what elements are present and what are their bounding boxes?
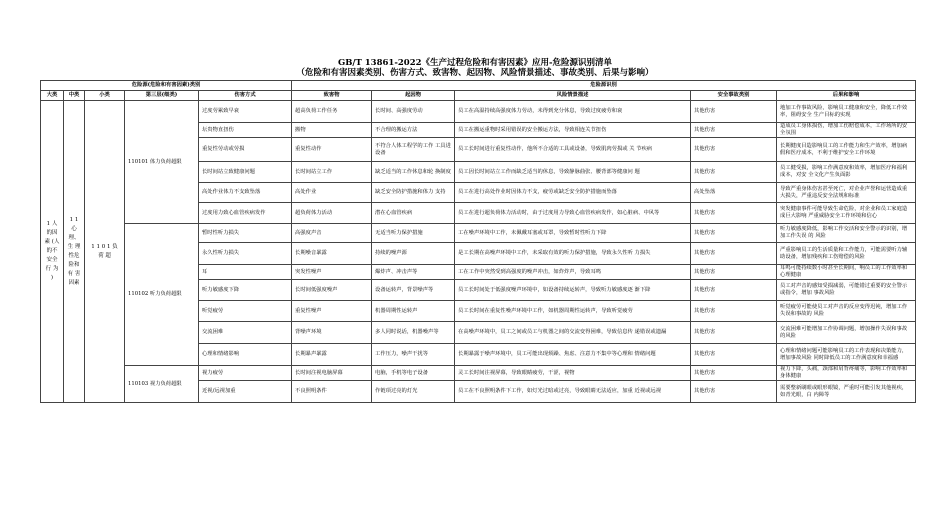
- accident-cell: 其他伤害: [691, 123, 777, 138]
- injury-cell: 耳: [199, 265, 292, 280]
- agent-cell: 搬物: [292, 123, 372, 138]
- injury-cell: 交流困难: [199, 322, 292, 344]
- origin-cell: 长时间、高强度劳动: [372, 101, 455, 123]
- group-header-row: [41, 81, 916, 91]
- consequence-cell: 心理和情绪问题可能影响员工的工作表现和决策能力，增加事故风险 同时降低员工的工作满意度和幸福感: [777, 344, 916, 366]
- level3-cell: 110101 体力负荷超限: [125, 101, 199, 224]
- injury-cell: 暂时性听力损失: [199, 224, 292, 243]
- origin-cell: 缺乏安全防护措施和体力 支持: [372, 183, 455, 203]
- accident-cell: 其他伤害: [691, 265, 777, 280]
- injury-cell: 听力敏感度下降: [199, 280, 292, 301]
- origin-cell: 持续的噪声源: [372, 243, 455, 265]
- scenario-cell: 长期暴露于噪声环境中，员工可能出现烦躁、焦虑、注意力不集中等心理和 情绪问题: [455, 344, 691, 366]
- consequence-cell: 地加工作事故风险，影响员工健康和安全，降低工作效率，阻碍安全 生产目标的实现: [777, 101, 916, 123]
- agent-cell: 长时间注视电脑屏幕: [292, 366, 372, 381]
- scenario-cell: 工在噪声环境中工作，未佩戴耳塞或耳罩，导致暂时性听力下降: [455, 224, 691, 243]
- consequence-cell: 耳鸣可能持续数小时甚至长期间，响员工的工作效率和心理健康: [777, 265, 916, 280]
- consequence-cell: 导致严重身体伤害甚至死亡，对企业声誉和运营造成重大损失，严重违反安全法规和标准: [777, 183, 916, 203]
- injury-cell: 过度用力致心血管疾病发作: [199, 203, 292, 224]
- consequence-cell: 员工健受损，影响工作满意度和效率，增加医疗和福利成本，对安 全文化产生负面影: [777, 162, 916, 183]
- agent-cell: 超负荷体力活动: [292, 203, 372, 224]
- injury-cell: 长时间站立致健康问题: [199, 162, 292, 183]
- origin-cell: 设备运转声，背景噪声等: [372, 280, 455, 301]
- scenario-cell: 员工因长时间站立工作而缺乏适当的休息，导致静脉曲张、腰背部等健康问 题: [455, 162, 691, 183]
- medium-cell: 1 1 心 理、生 理性危 险和有 害因素: [64, 101, 85, 403]
- origin-cell: 电脑，手机等电子设备: [372, 366, 455, 381]
- accident-cell: 其他伤害: [691, 381, 777, 403]
- scenario-cell: 在高噪声环境中，员工之间或员工与机器之间的交流变得困难，导致信息传 递错误或遗漏: [455, 322, 691, 344]
- agent-cell: 不良照明条件: [292, 381, 372, 403]
- accident-cell: 其他伤害: [691, 280, 777, 301]
- origin-cell: 爆炸声、冲击声等: [372, 265, 455, 280]
- agent-cell: 重复性噪声: [292, 301, 372, 322]
- group-header-category: 危险源(危险和有害因素)类别: [41, 81, 292, 91]
- header-medium: 中类: [64, 91, 85, 101]
- header-consequence: 后果和影响: [777, 91, 916, 101]
- injury-cell: 永久性听力损失: [199, 243, 292, 265]
- injury-cell: 过度劳累致早衰: [199, 101, 292, 123]
- injury-cell: 高处作业体力不支致坠落: [199, 183, 292, 203]
- header-agent: 致害物: [292, 91, 372, 101]
- table-row: [41, 224, 916, 243]
- consequence-cell: 听力敏感度降低，影响工作交活和安全警示的识别，增加工作失误 的 风险: [777, 224, 916, 243]
- header-origin: 起因物: [372, 91, 455, 101]
- accident-cell: 其他伤害: [691, 322, 777, 344]
- injury-cell: 视力疲劳: [199, 366, 292, 381]
- scenario-cell: 员工在搬运重物时采用错误的安全搬运方法，导致相连关节扭伤: [455, 123, 691, 138]
- header-injury: 伤害方式: [199, 91, 292, 101]
- group-header-identify: 危险源识别: [292, 81, 916, 91]
- scenario-cell: 员工在进行高处作业时因体力不支，疲劳或缺乏安全防护措施而坠落: [455, 183, 691, 203]
- agent-cell: 长时间低强度噪声: [292, 280, 372, 301]
- accident-cell: 其他伤害: [691, 243, 777, 265]
- accident-cell: 其他伤害: [691, 162, 777, 183]
- level3-cell: 110102 听力负荷超限: [125, 224, 199, 366]
- scenario-cell: 灵工长时间注视屏幕，导致眼睛疲劳，干涩，视物: [455, 366, 691, 381]
- origin-cell: 作链项过亮的灯光: [372, 381, 455, 403]
- accident-cell: 其他伤害: [691, 344, 777, 366]
- minor-cell: 1 1 0 1 负 荷 超: [85, 101, 125, 403]
- scenario-cell: 员工在高温持续高强度体力劳动，未得到充分休息，导致过度疲劳和衰: [455, 101, 691, 123]
- origin-cell: 多人同时说话，机器噪声等: [372, 322, 455, 344]
- agent-cell: 长期噪音暴露: [292, 243, 372, 265]
- scenario-cell: 是工长期在高噪声环境中工作，未采取有效的听力保护措施，导致永久性听 力损失: [455, 243, 691, 265]
- consequence-cell: 交流困难可能增加工作协调问题，增加操作失误和事故的风险: [777, 322, 916, 344]
- hazard-table: [40, 80, 916, 403]
- agent-cell: 超高负荷工作任务: [292, 101, 372, 123]
- origin-cell: 潜在心血管疾病: [372, 203, 455, 224]
- header-accident: 安全事故类别: [691, 91, 777, 101]
- accident-cell: 其他伤害: [691, 224, 777, 243]
- header-level3: 第三层(细类): [125, 91, 199, 101]
- origin-cell: 机器周期性运转声: [372, 301, 455, 322]
- header-scenario: 风险情景描述: [455, 91, 691, 101]
- consequence-cell: 严重影响员工的生活质量和工作能力，可能需要听力辅助设备，增加残疾和工伤赔偿的风险: [777, 243, 916, 265]
- document-title: GB/T 13861-2022《生产过程危险和有害因素》应用-危险源识别清单: [337, 58, 613, 68]
- consequence-cell: 造成员工身体损伤，增加工伤赔偿成本，工作场所的安全氛围: [777, 123, 916, 138]
- injury-cell: 近视/远视加重: [199, 381, 292, 403]
- agent-cell: 高处作业: [292, 183, 372, 203]
- scenario-cell: 员工长时间在重复性噪声环境中工作，如机器周期性运转声，导致听觉疲劳: [455, 301, 691, 322]
- origin-cell: 无适当听力保护措施: [372, 224, 455, 243]
- agent-cell: 突发性噪声: [292, 265, 372, 280]
- agent-cell: 重复性动作: [292, 138, 372, 162]
- agent-cell: 长期暴声暴露: [292, 344, 372, 366]
- header-major: 大类: [41, 91, 64, 101]
- scenario-cell: 员工长时间处于低强度噪声环境中，如设备持续运转声，导致听力敏感度逐 渐下降: [455, 280, 691, 301]
- scenario-cell: 员工长时间进行重复性动作，他所不合适的工具或设备，导致肌肉劳损或 关 节疾病: [455, 138, 691, 162]
- origin-cell: 缺乏适当的工作休息和轮 换制度: [372, 162, 455, 183]
- consequence-cell: 听觉疲劳可能使员工对声音的反应变得迟钝，增加工作失误和事故的 风险: [777, 301, 916, 322]
- accident-cell: 其他伤害: [691, 366, 777, 381]
- header-minor: 小类: [85, 91, 125, 101]
- accident-cell: 其他伤害: [691, 138, 777, 162]
- table-row: [41, 366, 916, 381]
- consequence-cell: 长期健度目造影响员工的工作能力和生产效率，增加病假和医疗成本，不利于维护安全工作环境: [777, 138, 916, 162]
- origin-cell: 工作压力，噪声干扰等: [372, 344, 455, 366]
- accident-cell: 其他伤害: [691, 101, 777, 123]
- consequence-cell: 突发健康事件可能导致生命危险，对企业和员工家庭造成巨大影响 严重威胁安全工作环境和信心: [777, 203, 916, 224]
- origin-cell: 不符合人体工程学的工作 工具进设备: [372, 138, 455, 162]
- consequence-cell: 员工对声音的感知受损减弱，可能错过重要的安全警示或指令，增加 事故风险: [777, 280, 916, 301]
- major-cell: 1 人 的因 素 (人 的不 安全 行 为 ): [41, 101, 64, 403]
- agent-cell: 高强度声音: [292, 224, 372, 243]
- level3-cell: 110103 视力负荷超限: [125, 366, 199, 403]
- injury-cell: 坛贵物直扭伤: [199, 123, 292, 138]
- table-row: [41, 101, 916, 123]
- injury-cell: 听觉疲劳: [199, 301, 292, 322]
- injury-cell: 心理和情绪影响: [199, 344, 292, 366]
- scenario-cell: 员工在进行超负荷体力活动时，由于过度用力导致心血管疾病发作，如心脏病、中风等: [455, 203, 691, 224]
- consequence-cell: 需要整新刷眼或眼形眼镜，严重时可能引发其他视疾，如青光眼，白 内障等: [777, 381, 916, 403]
- scenario-cell: 工在工作中突然受到高强度的噪声冲击，如炸炸声，导致耳鸣: [455, 265, 691, 280]
- agent-cell: 长时间站立工作: [292, 162, 372, 183]
- agent-cell: 背噪声环境: [292, 322, 372, 344]
- document-subtitle: （危险和有害因素类别、伤害方式、致害物、起因物、风险情景描述、事故类别、后果与影响）: [296, 68, 654, 78]
- scenario-cell: 员工在不良照明条件下工作，如灯光过暗或过亮，导致眼睛无法适应，加重 近视或远视: [455, 381, 691, 403]
- accident-cell: 其他伤害: [691, 301, 777, 322]
- origin-cell: 不合理的搬运方法: [372, 123, 455, 138]
- accident-cell: 其他伤害: [691, 203, 777, 224]
- accident-cell: 高处坠落: [691, 183, 777, 203]
- injury-cell: 重复性劳动或劳损: [199, 138, 292, 162]
- column-header-row: [41, 91, 916, 101]
- consequence-cell: 视力下降，头痛，颈部和肩背疼痛等，影响工作效率和身体健康: [777, 366, 916, 381]
